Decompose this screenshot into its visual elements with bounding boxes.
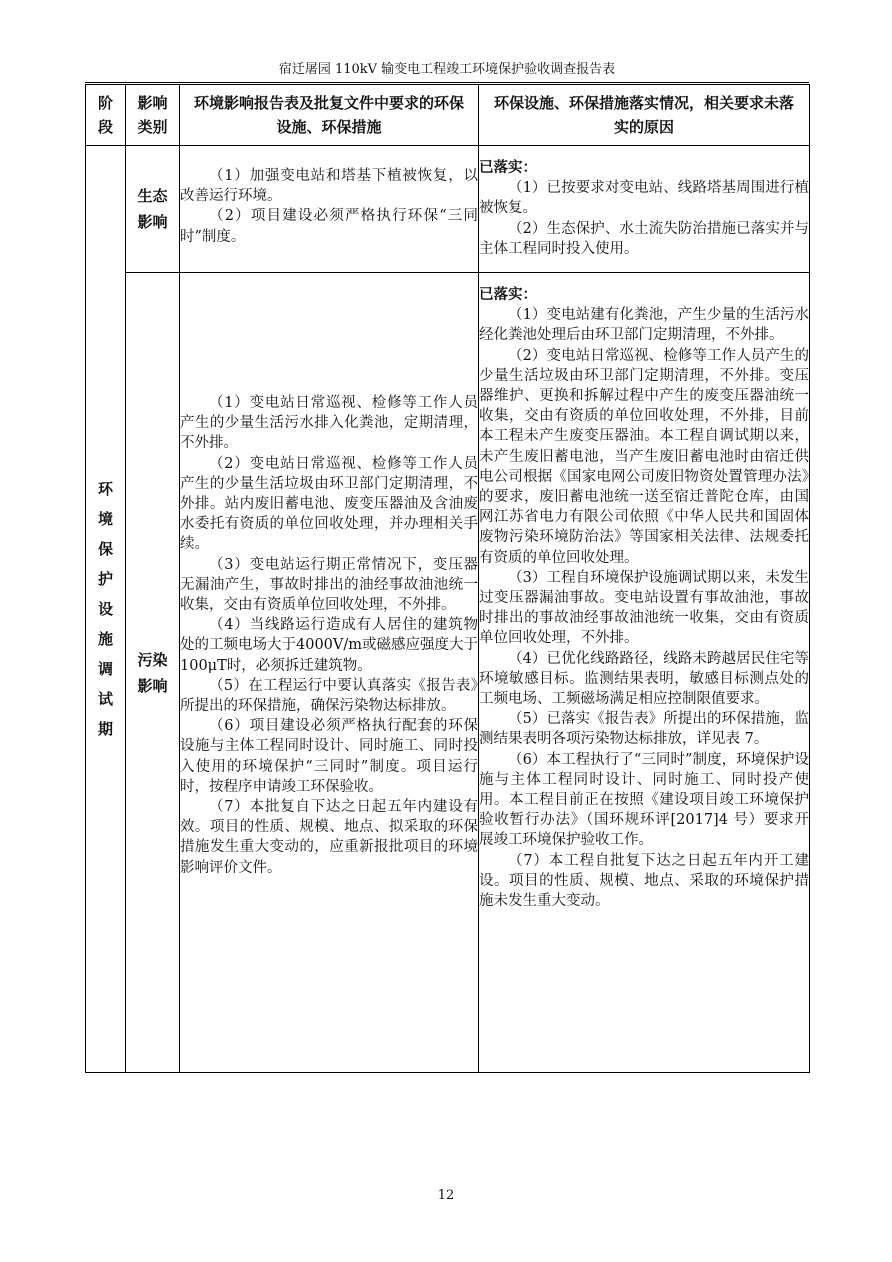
implementation-item: （6）本工程执行了“三同时”制度，环境保护设施与主体工程同时设计、同时施工、同时投产使用。本工程目前正在按照《建设项目竣工环境保护验收暂行办法》（国环规环评[2017]4 号）要求开展竣工环境保护验收工作。 xyxy=(479,751,809,849)
implementation-item: （7）本工程自批复下达之日起五年内开工建设。项目的性质、规模、地点、采取的环境保护措施未发生重大变动。 xyxy=(479,852,809,910)
status-label: 已落实： xyxy=(479,159,537,176)
requirement-item: （2）项目建设必须严格执行环保“三同时”制度。 xyxy=(180,208,478,245)
implementation-item: （2）生态保护、水土流失防治措施已落实并与主体工程同时投入使用。 xyxy=(479,220,809,257)
status-label: 已落实： xyxy=(479,286,537,303)
implementation-item: （3）工程自环境保护设施调试期以来，未发生过变压器漏油事故。变电站设置有事故油池，事故时排出的事故油经事故油池统一收集，交由有资质单位回收处理，不外排。 xyxy=(479,569,809,647)
page-number: 12 xyxy=(437,1188,455,1203)
implementation-item: （2）变电站日常巡视、检修等工作人员产生的少量生活垃圾由环卫部门定期清理，不外排。变压器维护、更换和拆解过程中产生的废变压器油统一收集，交由有资质的单位回收处理，不外排，目前本工程未产生废变压器油。本工程自调试期以来，未产生废旧蓄电池，当产生废旧蓄电池时由宿迁供电公司根据《国家电网公司废旧物资处置管理办法》的要求，废旧蓄电池统一送至宿迁普陀仓库，由国网江苏省电力有限公司依照《中华人民共和国固体废物污染环境防治法》等国家相关法律、法规委托有资质的单位回收处理。 xyxy=(479,347,809,566)
implementation-item: （1）已按要求对变电站、线路塔基周围进行植被恢复。 xyxy=(479,180,809,217)
implementation-item: （1）变电站建有化粪池，产生少量的生活污水经化粪池处理后由环卫部门定期清理，不外排。 xyxy=(479,307,809,344)
requirements-ecology xyxy=(180,146,479,273)
requirement-item: （5）在工程运行中要认真落实《报告表》所提出的环保措施，确保污染物达标排放。 xyxy=(180,677,478,715)
impact-type-ecology: 生态影响 xyxy=(126,146,180,273)
acceptance-table xyxy=(85,84,810,1073)
impact-type-pollution: 污染影响 xyxy=(126,273,180,1073)
column-header-stage: 阶段 xyxy=(86,85,126,146)
table-row-ecology xyxy=(86,146,810,273)
stage-cell: 环境保护设施调试期 xyxy=(86,146,126,1073)
implementation-pollution xyxy=(479,273,810,1073)
table-row-pollution xyxy=(86,273,810,1073)
requirement-item: （3）变电站运行期正常情况下，变压器无漏油产生，事故时排出的油经事故油池统一收集，交由有资质单位回收处理，不外排。 xyxy=(180,556,478,614)
requirement-item: （1）变电站日常巡视、检修等工作人员产生的少量生活污水排入化粪池，定期清理，不外排。 xyxy=(180,395,478,452)
column-header-requirements: 环境影响报告表及批复文件中要求的环保设施、环保措施 xyxy=(180,85,479,146)
page-header: 宿迁屠园 110kV 输变电工程竣工环境保护验收调查报告表 xyxy=(85,62,809,83)
column-header-implementation: 环保设施、环保措施落实情况，相关要求未落实的原因 xyxy=(479,85,810,146)
column-header-impact-type: 影响类别 xyxy=(126,85,180,146)
requirement-item: （6）项目建设必须严格执行配套的环保设施与主体工程同时设计、同时施工、同时投入使用的环境保护“三同时”制度。项目运行时，按程序申请竣工环保验收。 xyxy=(180,718,478,795)
implementation-ecology xyxy=(479,146,810,273)
requirement-item: （7）本批复自下达之日起五年内建设有效。项目的性质、规模、地点、拟采取的环保措施发生重大变动的，应重新报批项目的环境影响评价文件。 xyxy=(180,799,478,876)
implementation-item: （4）已优化线路路径，线路未跨越居民住宅等环境敏感目标。监测结果表明，敏感目标测点处的工频电场、工频磁场满足相应控制限值要求。 xyxy=(479,650,809,708)
implementation-item: （5）已落实《报告表》所提出的环保措施，监测结果表明各项污染物达标排放，详见表 7。 xyxy=(479,711,809,748)
requirement-item: （1）加强变电站和塔基下植被恢复，以改善运行环境。 xyxy=(180,168,478,205)
table-header-row xyxy=(86,85,810,146)
requirements-pollution xyxy=(180,273,479,1073)
requirement-item: （2）变电站日常巡视、检修等工作人员产生的少量生活垃圾由环卫部门定期清理，不外排。站内废旧蓄电池、废变压器油及含油废水委托有资质的单位回收处理，并办理相关手续。 xyxy=(180,455,478,553)
requirement-item: （4）当线路运行造成有人居住的建筑物处的工频电场大于4000V/m或磁感应强度大于100μT时，必须拆迁建筑物。 xyxy=(180,617,479,674)
